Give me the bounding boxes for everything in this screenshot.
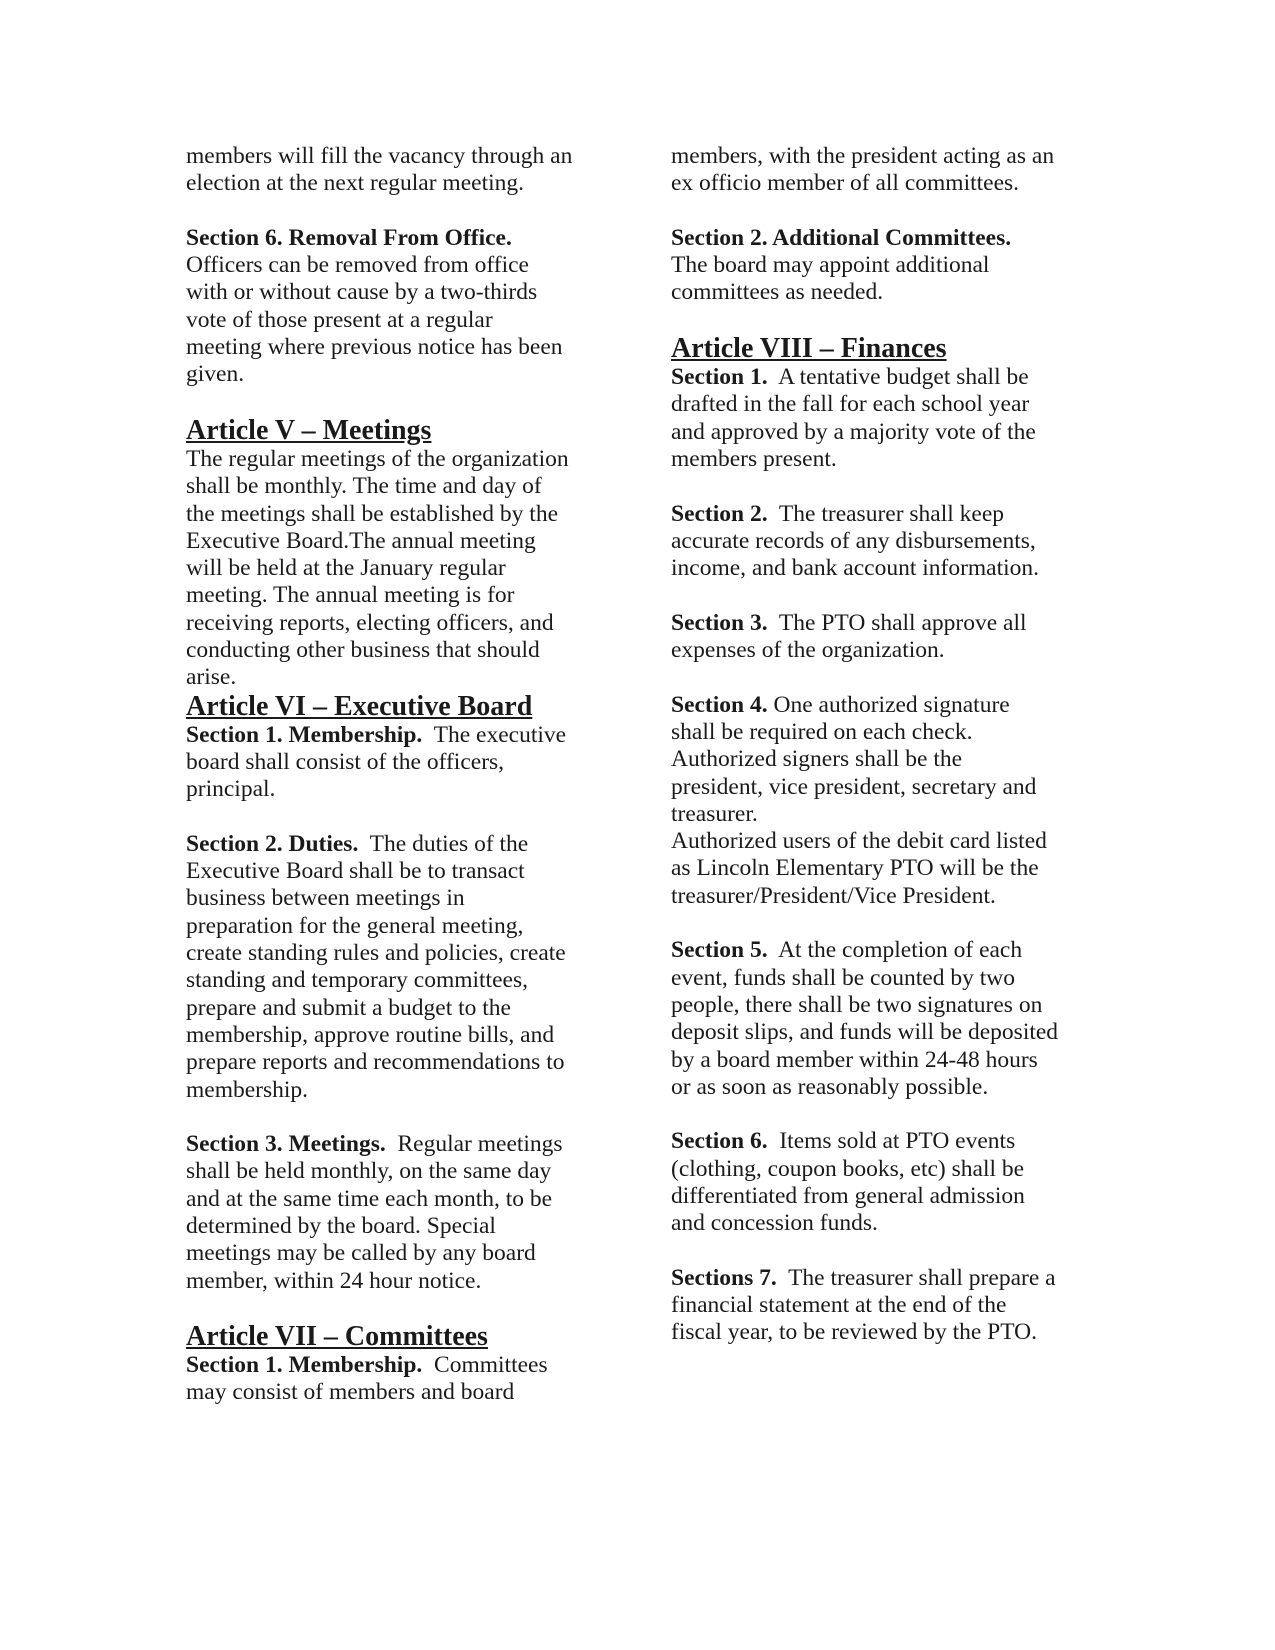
text-line: Executive Board.The annual meeting (186, 527, 536, 554)
section-label: Section 3. Meetings. (186, 1131, 386, 1158)
text-run: A tentative budget shall be (767, 364, 1029, 391)
text-line: vote of those present at a regular (186, 306, 493, 333)
section-label: Section 1. (671, 364, 768, 391)
article-heading: Article V – Meetings (186, 414, 432, 446)
section-first-line (671, 610, 1091, 637)
text-line: deposit slips, and funds will be deposited (671, 1019, 1059, 1046)
text-line: given. (186, 361, 245, 388)
text-line: determined by the board. Special (186, 1212, 496, 1239)
text-line: and concession funds. (671, 1210, 878, 1237)
text-line: or as soon as reasonably possible. (671, 1073, 989, 1100)
section-first-line (671, 692, 1091, 719)
text-line: ex officio member of all committees. (671, 170, 1020, 197)
text-run: The duties of the (358, 830, 529, 857)
article-committees (186, 1322, 606, 1407)
text-line: principal. (186, 776, 276, 803)
section-first-line (671, 937, 1091, 964)
text-run: Committees (422, 1352, 548, 1379)
section-label: Sections 7. (671, 1264, 777, 1291)
article-executive-board (186, 692, 606, 1295)
text-line: income, and bank account information. (671, 555, 1040, 582)
section-additional-committees (671, 225, 1091, 307)
text-line: members will fill the vacancy through an (186, 143, 573, 169)
text-line: Executive Board shall be to transact (186, 858, 525, 885)
section-first-line (671, 1265, 1091, 1292)
article-finances (671, 334, 1091, 1347)
section-label: Section 4. (671, 691, 768, 718)
section-label: Section 6. (671, 1128, 768, 1155)
section-first-line (671, 1128, 1091, 1155)
text-line: committees as needed. (671, 279, 884, 306)
text-line: by a board member within 24-48 hours (671, 1046, 1038, 1073)
text-run: The treasurer shall prepare a (776, 1264, 1056, 1291)
continued-paragraph (186, 143, 606, 198)
text-line: members, with the president acting as an (671, 143, 1055, 169)
text-line: members present. (671, 445, 837, 472)
section-label: Section 2. Additional Committees. (671, 224, 1012, 251)
text-line: meeting where previous notice has been (186, 334, 563, 361)
text-line: people, there shall be two signatures on (671, 991, 1043, 1018)
section-label: Section 5. (671, 937, 768, 964)
text-line: meeting. The annual meeting is for (186, 582, 515, 609)
text-line: accurate records of any disbursements, (671, 527, 1036, 554)
text-line: the meetings shall be established by the (186, 500, 558, 527)
text-line: business between meetings in (186, 885, 465, 912)
text-run: Regular meetings (385, 1131, 563, 1158)
text-line: conducting other business that should (186, 637, 540, 664)
text-run: At the completion of each (767, 937, 1023, 964)
text-line: arise. (186, 664, 237, 691)
article-heading: Article VII – Committees (186, 1321, 488, 1353)
text-line: membership. (186, 1076, 309, 1103)
article-heading: Article VI – Executive Board (186, 690, 533, 722)
text-line: The board may appoint additional (671, 252, 990, 279)
text-line: membership, approve routine bills, and (186, 1021, 555, 1048)
section-first-line (186, 722, 606, 749)
section-label: Section 1. Membership. (186, 721, 423, 748)
text-line: financial statement at the end of the (671, 1292, 1007, 1319)
text-line: (clothing, coupon books, etc) shall be (671, 1155, 1025, 1182)
text-line: may consist of members and board (186, 1379, 515, 1406)
text-line: treasurer/President/Vice President. (671, 882, 996, 909)
continued-paragraph (671, 143, 1091, 198)
text-line: treasurer. (671, 800, 758, 827)
text-run: The treasurer shall keep (767, 500, 1005, 527)
text-line: expenses of the organization. (671, 637, 945, 664)
section-first-line (186, 1352, 606, 1379)
text-line: president, vice president, secretary and (671, 773, 1037, 800)
section-first-line (186, 831, 606, 858)
section-label: Section 2. (671, 500, 768, 527)
text-line: drafted in the fall for each school year (671, 391, 1030, 418)
text-run: Items sold at PTO events (767, 1128, 1016, 1155)
text-line: Authorized users of the debit card listed (671, 828, 1047, 855)
text-run: One authorized signature (767, 691, 1010, 718)
section-first-line (186, 1131, 606, 1158)
text-line: preparation for the general meeting, (186, 912, 524, 939)
text-line: The regular meetings of the organization (186, 445, 569, 472)
text-line: receiving reports, electing officers, and (186, 609, 554, 636)
text-line: differentiated from general admission (671, 1182, 1025, 1209)
text-line: with or without cause by a two-thirds (186, 279, 538, 306)
section-first-line (671, 501, 1091, 528)
text-line: member, within 24 hour notice. (186, 1267, 482, 1294)
text-line: Authorized signers shall be the (671, 746, 963, 773)
text-line: and approved by a majority vote of the (671, 418, 1036, 445)
text-line: board shall consist of the officers, (186, 748, 505, 775)
text-run: The PTO shall approve all (767, 609, 1027, 636)
text-run: The executive (422, 721, 567, 748)
text-line: Officers can be removed from office (186, 252, 529, 279)
text-line: shall be held monthly, on the same day (186, 1158, 552, 1185)
text-line: meetings may be called by any board (186, 1240, 536, 1267)
section-first-line (671, 364, 1091, 391)
right-column (671, 143, 1091, 1347)
left-column (186, 143, 606, 1407)
text-line: shall be required on each check. (671, 718, 973, 745)
text-line: prepare reports and recommendations to (186, 1049, 565, 1076)
text-line: fiscal year, to be reviewed by the PTO. (671, 1319, 1038, 1346)
text-line: will be held at the January regular (186, 555, 506, 582)
section-label: Section 3. (671, 609, 768, 636)
section-removal-from-office (186, 225, 606, 389)
section-label: Section 2. Duties. (186, 830, 359, 857)
text-line: prepare and submit a budget to the (186, 994, 511, 1021)
section-label: Section 1. Membership. (186, 1352, 423, 1379)
text-line: as Lincoln Elementary PTO will be the (671, 855, 1039, 882)
section-label: Section 6. Removal From Office. (186, 224, 512, 251)
article-meetings (186, 416, 606, 692)
text-line: event, funds shall be counted by two (671, 964, 1015, 991)
text-line: shall be monthly. The time and day of (186, 473, 542, 500)
text-line: create standing rules and policies, create (186, 940, 566, 967)
article-heading: Article VIII – Finances (671, 333, 947, 365)
text-line: election at the next regular meeting. (186, 170, 524, 197)
text-line: and at the same time each month, to be (186, 1185, 553, 1212)
text-line: standing and temporary committees, (186, 967, 528, 994)
